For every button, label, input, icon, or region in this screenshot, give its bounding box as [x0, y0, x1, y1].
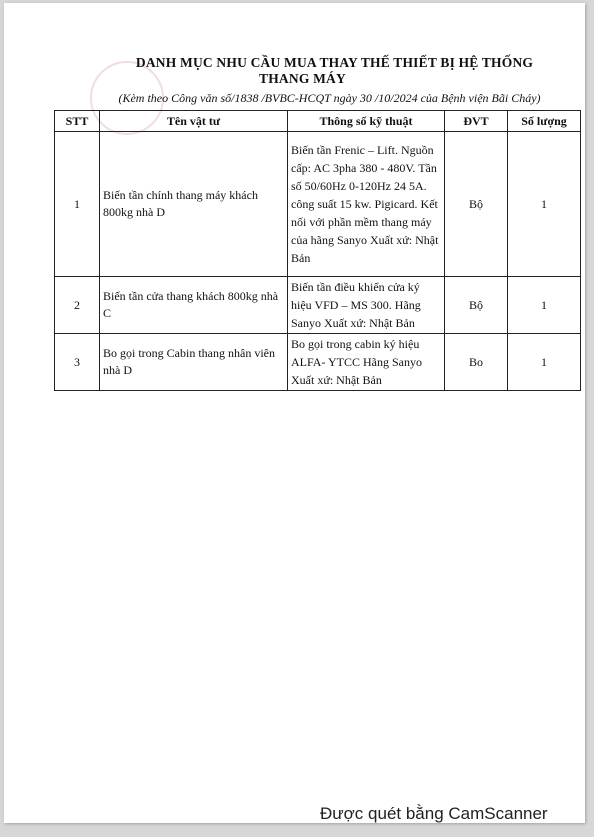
document-title-line1: DANH MỤC NHU CẦU MUA THAY THẾ THIẾT BỊ HỆ THỐNG — [135, 55, 534, 70]
cell-spec: Biến tần Frenic – Lift. Nguồn cấp: AC 3pha 380 - 480V. Tần số 50/60Hz 0-120Hz 24 5A. công suất 15 kw. Pigicard. Kết nối với phần mềm thang máy của hãng Sanyo Xuất xứ: Nhật Bản — [288, 132, 445, 277]
header-stt: STT — [55, 111, 100, 132]
cell-name: Bo gọi trong Cabin thang nhân viên nhà D — [100, 334, 288, 391]
cell-stt: 1 — [55, 132, 100, 277]
header-spec: Thông số kỹ thuật — [288, 111, 445, 132]
document-title-line2: THANG MÁY — [259, 71, 346, 86]
header-unit: ĐVT — [445, 111, 508, 132]
cell-spec: Biến tần điều khiển cửa ký hiệu VFD – MS 300. Hãng Sanyo Xuất xứ: Nhật Bản — [288, 277, 445, 334]
cell-name: Biến tần chính thang máy khách 800kg nhà D — [100, 132, 288, 277]
cell-name: Biến tần cửa thang khách 800kg nhà C — [100, 277, 288, 334]
equipment-table — [54, 110, 581, 391]
cell-spec: Bo gọi trong cabin ký hiệu ALFA- YTCC Hãng Sanyo Xuất xứ: Nhật Bản — [288, 334, 445, 391]
cell-qty: 1 — [508, 132, 581, 277]
header-name: Tên vật tư — [100, 111, 288, 132]
cell-stt: 3 — [55, 334, 100, 391]
document-page — [4, 3, 585, 823]
cell-unit: Bộ — [445, 132, 508, 277]
cell-unit: Bộ — [445, 277, 508, 334]
table-row — [55, 277, 581, 334]
table-row — [55, 132, 581, 277]
document-subtitle: (Kèm theo Công văn số/1838 /BVBC-HCQT ngày 30 /10/2024 của Bệnh viện Bãi Cháy) — [118, 91, 541, 105]
cell-stt: 2 — [55, 277, 100, 334]
table-header-row — [55, 111, 581, 132]
header-qty: Số lượng — [508, 111, 581, 132]
cell-qty: 1 — [508, 277, 581, 334]
cell-qty: 1 — [508, 334, 581, 391]
cell-unit: Bo — [445, 334, 508, 391]
table-row — [55, 334, 581, 391]
scanner-watermark: Được quét bằng CamScanner — [320, 804, 548, 823]
